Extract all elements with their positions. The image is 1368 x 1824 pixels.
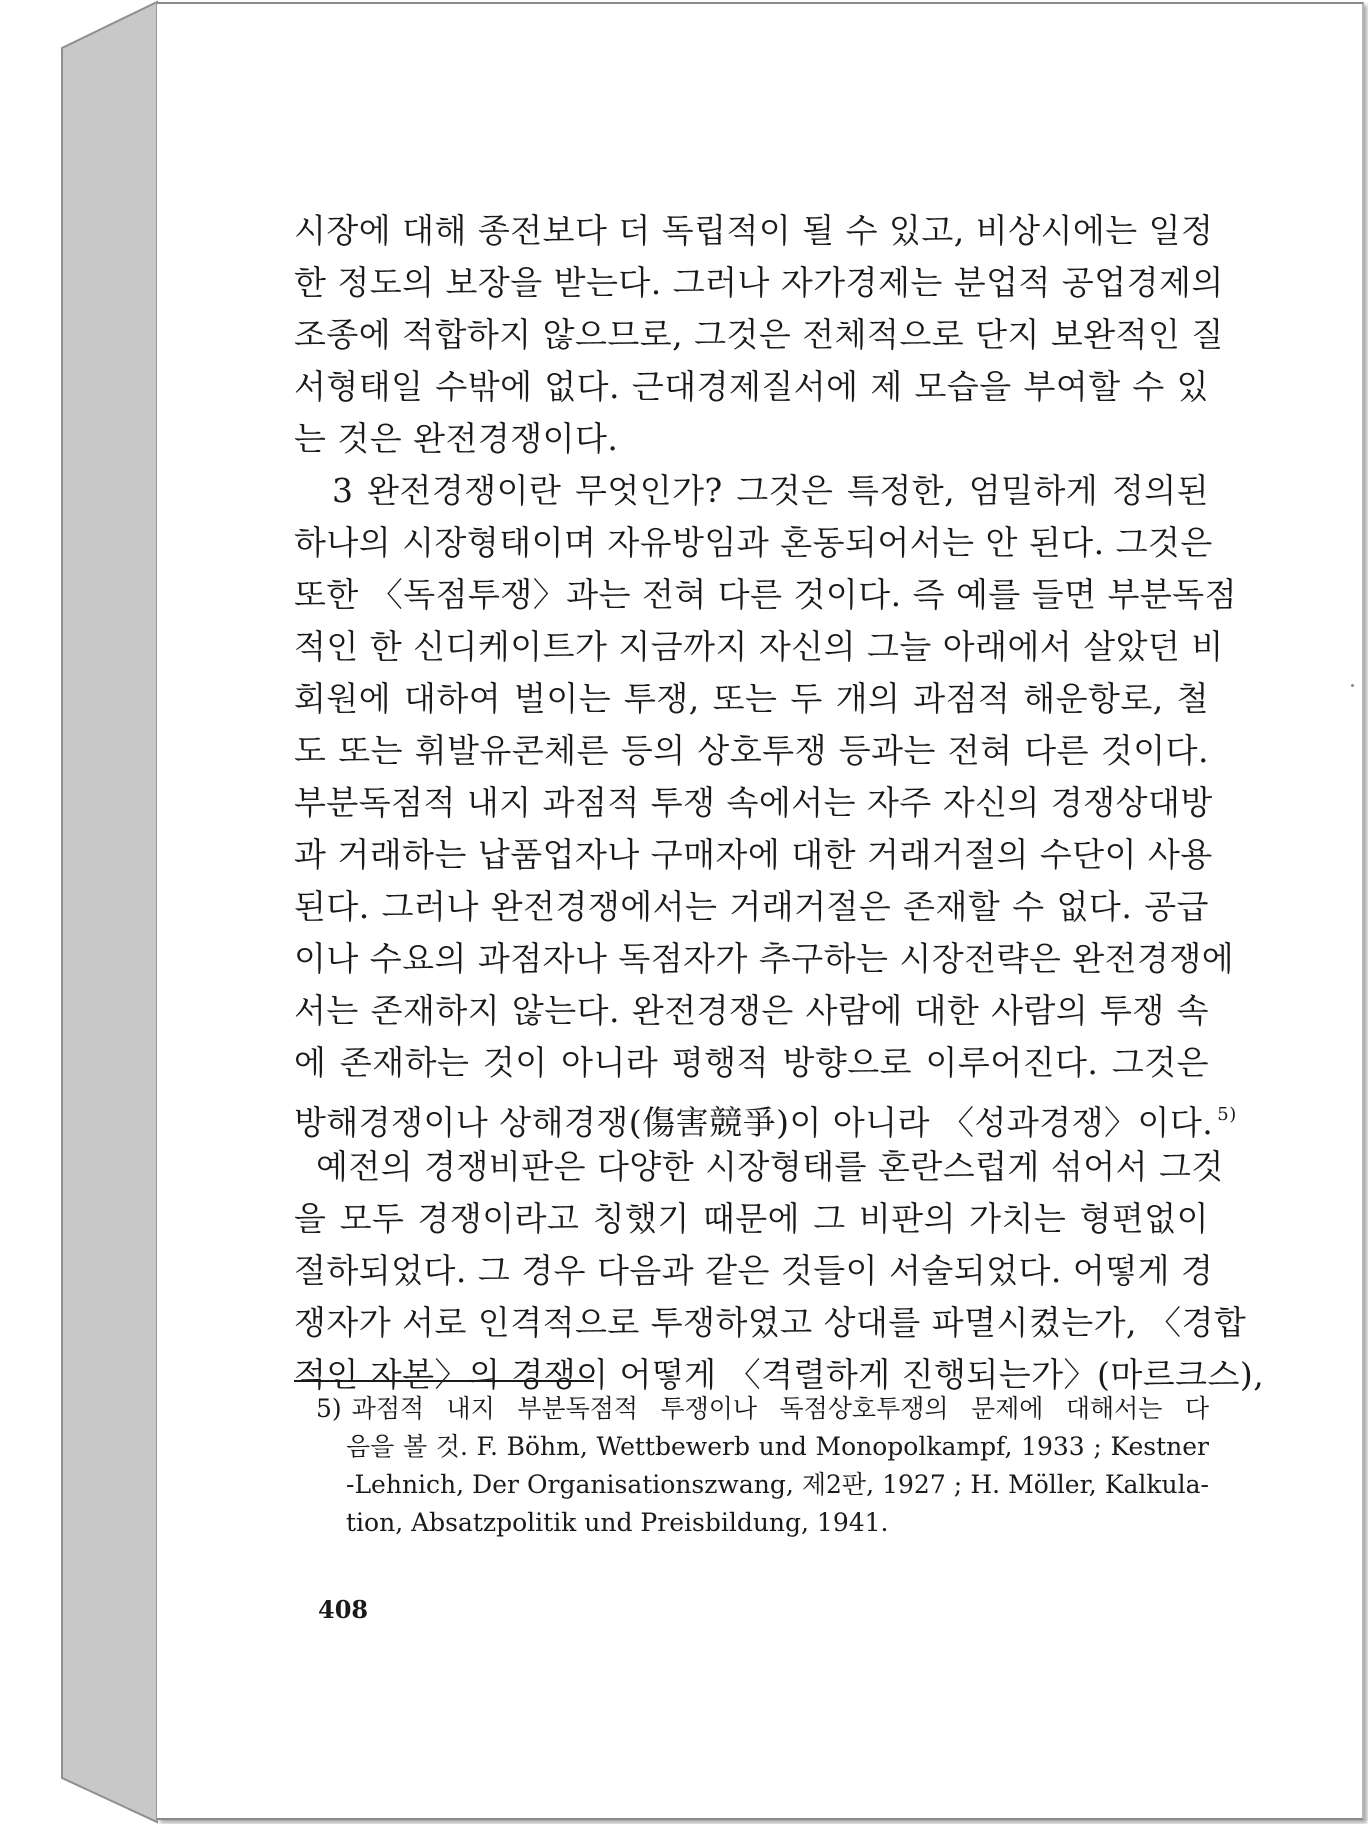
- footnote-mark: 5): [316, 1394, 342, 1423]
- body-line: 이나 수요의 과점자나 독점자가 추구하는 시장전략은 완전경쟁에: [294, 939, 1235, 978]
- body-line: 시장에 대해 종전보다 더 독립적이 될 수 있고, 비상시에는 일정: [294, 211, 1214, 250]
- footnote-line: tion, Absatzpolitik und Preisbildung, 1941.: [346, 1508, 889, 1537]
- body-line: 쟁자가 서로 인격적으로 투쟁하였고 상대를 파멸시켰는가, 〈경합: [294, 1303, 1247, 1342]
- body-line: 도 또는 휘발유콘체른 등의 상호투쟁 등과는 전혀 다른 것이다.: [294, 731, 1209, 770]
- footnote-line: -Lehnich, Der Organisationszwang, 제2판, 1927 ; H. Möller, Kalkula-: [346, 1470, 1209, 1499]
- footnote: [316, 1390, 1209, 1542]
- footnote-reference[interactable]: 5): [1217, 1104, 1237, 1125]
- body-line: 서형태일 수밖에 없다. 근대경제질서에 제 모습을 부여할 수 있: [294, 367, 1209, 406]
- body-line-with-ref: [294, 1089, 1237, 1142]
- body-line: 또한 〈독점투쟁〉과는 전혀 다른 것이다. 즉 예를 들면 부분독점: [294, 575, 1237, 614]
- paragraph-start: 예전의 경쟁비판은 다양한 시장형태를 혼란스럽게 섞어서 그것: [316, 1147, 1224, 1186]
- body-line: 부분독점적 내지 과점적 투쟁 속에서는 자주 자신의 경쟁상대방: [294, 783, 1213, 822]
- page-speck: [1351, 684, 1354, 687]
- body-line-text: 방해경쟁이나 상해경쟁(傷害競爭)이 아니라 〈성과경쟁〉이다.: [294, 1103, 1214, 1142]
- body-line: 는 것은 완전경쟁이다.: [294, 419, 619, 458]
- body-line: 조종에 적합하지 않으므로, 그것은 전체적으로 단지 보완적인 질: [294, 315, 1224, 354]
- section-3-start: 3 완전경쟁이란 무엇인가? 그것은 특정한, 엄밀하게 정의된: [332, 471, 1209, 510]
- page-number: 408: [318, 1595, 369, 1624]
- book-spine: [0, 0, 170, 1824]
- body-line: 을 모두 경쟁이라고 칭했기 때문에 그 비판의 가치는 형편없이: [294, 1199, 1209, 1238]
- body-line: 한 정도의 보장을 받는다. 그러나 자가경제는 분업적 공업경제의: [294, 263, 1224, 302]
- footnote-divider: [294, 1380, 594, 1382]
- body-line: 회원에 대하여 벌이는 투쟁, 또는 두 개의 과점적 해운항로, 철: [294, 679, 1209, 718]
- body-line: 된다. 그러나 완전경쟁에서는 거래거절은 존재할 수 없다. 공급: [294, 887, 1209, 926]
- footnote-text: 과점적 내지 부분독점적 투쟁이나 독점상호투쟁의 문제에 대해서는 다: [351, 1394, 1209, 1423]
- footnote-line: [316, 1390, 1209, 1428]
- main-text: [294, 205, 1265, 1401]
- body-line: 절하되었다. 그 경우 다음과 같은 것들이 서술되었다. 어떻게 경: [294, 1251, 1214, 1290]
- body-line: 에 존재하는 것이 아니라 평행적 방향으로 이루어진다. 그것은: [294, 1043, 1209, 1082]
- body-line: 하나의 시장형태이며 자유방임과 혼동되어서는 안 된다. 그것은: [294, 523, 1213, 562]
- body-line: 적인 자본〉의 경쟁이 어떻게 〈격렬하게 진행되는가〉(마르크스),: [294, 1355, 1265, 1394]
- body-line: 서는 존재하지 않는다. 완전경쟁은 사람에 대한 사람의 투쟁 속: [294, 991, 1209, 1030]
- footnote-line: 음을 볼 것. F. Böhm, Wettbewerb und Monopolkampf, 1933 ; Kestner: [346, 1432, 1209, 1461]
- body-line: 적인 한 신디케이트가 지금까지 자신의 그늘 아래에서 살았던 비: [294, 627, 1224, 666]
- body-line: 과 거래하는 납품업자나 구매자에 대한 거래거절의 수단이 사용: [294, 835, 1213, 874]
